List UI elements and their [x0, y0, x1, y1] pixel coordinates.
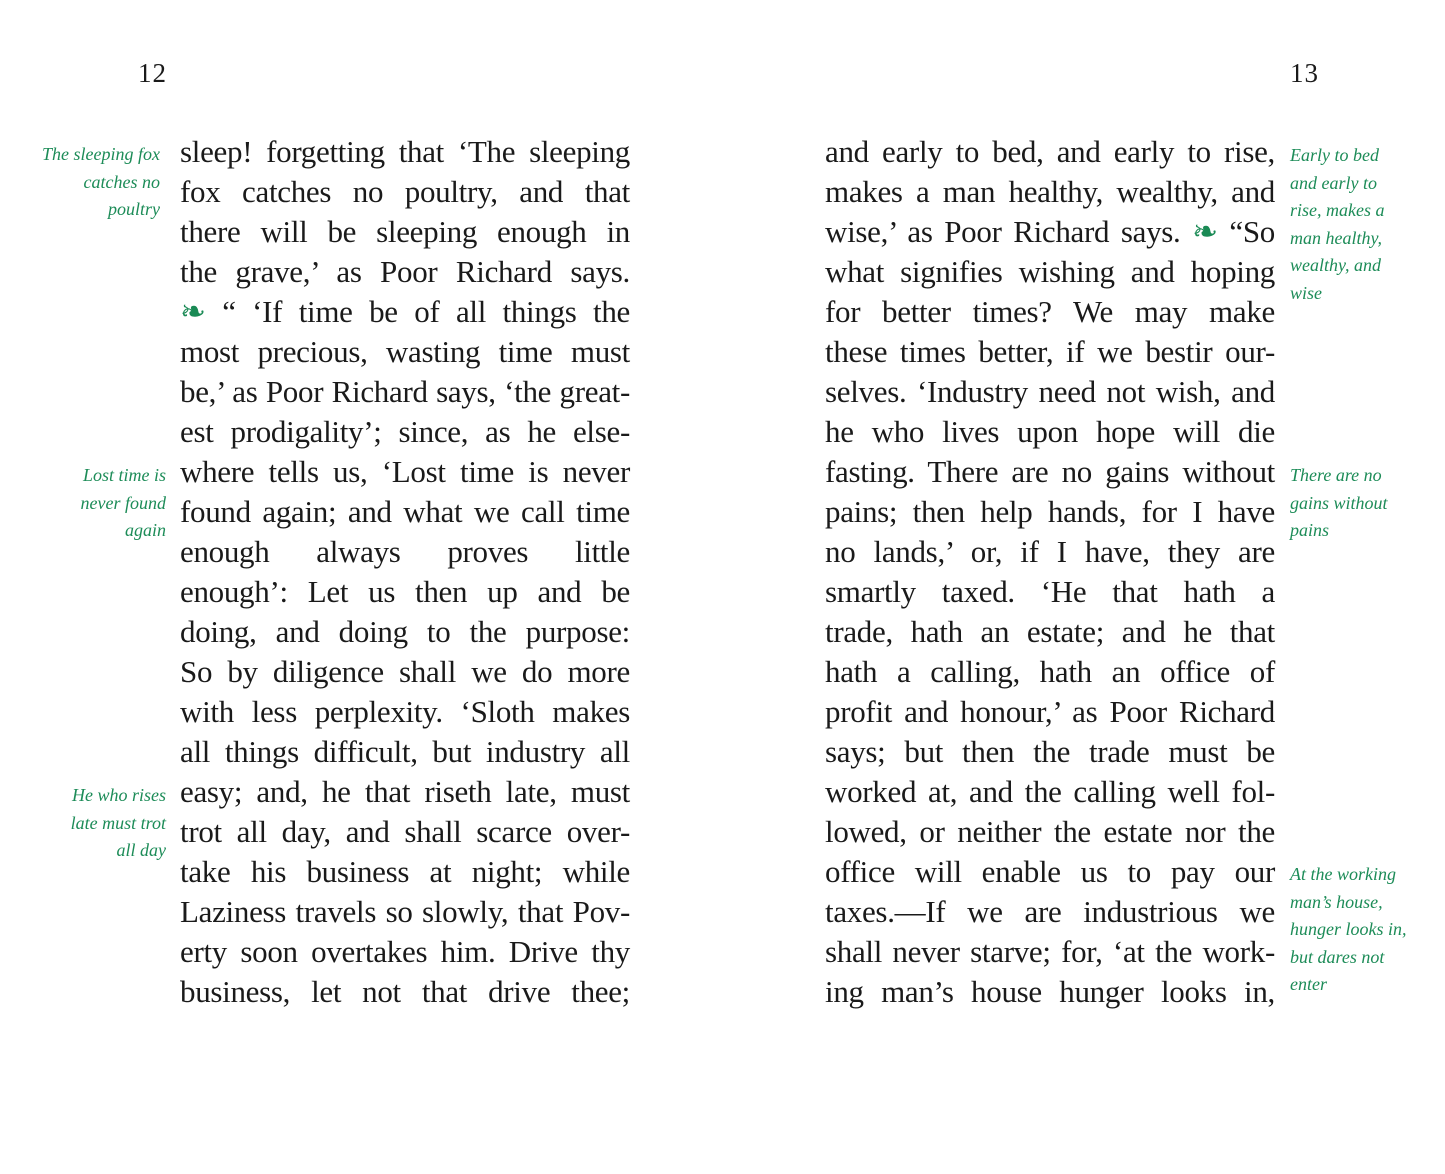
margin-note [10, 141, 160, 224]
text-line-fragment: “ ‘If time be of all things the [222, 294, 630, 329]
text-line: trade, hath an estate; and he that [825, 614, 1275, 649]
margin-note [1290, 142, 1430, 307]
text-line: fox catches no poultry, and that [180, 174, 630, 209]
text-line: office will enable us to pay our [825, 854, 1275, 889]
text-line: enough always proves little [180, 534, 630, 569]
text-line: with less perplexity. ‘Sloth makes [180, 694, 630, 729]
text-line: take his business at night; while [180, 854, 630, 889]
text-line: and early to bed, and early to rise, [825, 134, 1275, 169]
text-line: where tells us, ‘Lost time is never [180, 454, 630, 489]
margin-note [16, 462, 166, 545]
text-line: what signifies wishing and hoping [825, 254, 1275, 289]
text-line: trot all day, and shall scarce over- [180, 814, 630, 849]
note-line: pains [1290, 520, 1330, 540]
note-line: Lost time is [82, 465, 166, 485]
note-line: There are no [1290, 465, 1382, 485]
text-line: Laziness travels so slowly, that Pov- [180, 894, 630, 929]
right-page-body [825, 132, 1275, 1012]
text-line: So by diligence shall we do more [180, 654, 630, 689]
text-line: smartly taxed. ‘He that hath a [825, 574, 1275, 609]
page-number-left: 12 [138, 58, 167, 88]
note-line: poultry [108, 199, 160, 219]
note-line: man’s house, [1290, 891, 1383, 912]
text-line: doing, and doing to the purpose: [180, 614, 630, 649]
text-line: most precious, wasting time must [180, 334, 630, 369]
text-line: he who lives upon hope will die [825, 414, 1275, 449]
text-line: found again; and what we call time [180, 494, 630, 529]
note-line: but dares not [1290, 946, 1385, 967]
note-line: gains without [1290, 492, 1388, 513]
note-line: late must trot [70, 812, 166, 833]
text-line: business, let not that drive thee; [180, 974, 630, 1009]
text-line: pains; then help hands, for I have [825, 494, 1275, 529]
text-line: est prodigality’; since, as he else- [180, 414, 630, 449]
note-line: again [124, 520, 166, 540]
text-line: profit and honour,’ as Poor Richard [825, 694, 1275, 729]
text-line: the grave,’ as Poor Richard says. [180, 254, 630, 289]
text-line: ing man’s house hunger looks in, [825, 974, 1275, 1009]
text-line-fragment: “So [1229, 214, 1275, 249]
note-line: never found [80, 492, 166, 513]
note-line: enter [1290, 974, 1327, 994]
text-line: lowed, or neither the estate nor the [825, 814, 1275, 849]
text-line: sleep! forgetting that ‘The sleeping [180, 134, 630, 169]
note-line: and early to [1290, 172, 1377, 193]
text-line [180, 292, 630, 332]
text-line: there will be sleeping enough in [180, 214, 630, 249]
text-line: be,’ as Poor Richard says, ‘the great- [180, 374, 630, 409]
note-line: wise [1290, 282, 1323, 303]
note-line: wealthy, and [1290, 255, 1381, 275]
text-line: all things difficult, but industry all [180, 734, 630, 769]
text-line: fasting. There are no gains without [825, 454, 1275, 489]
text-line: makes a man healthy, wealthy, and [825, 174, 1275, 209]
note-line: hunger looks in, [1290, 919, 1407, 939]
note-line: catches no [83, 171, 160, 192]
margin-note [1290, 861, 1430, 999]
text-line: for better times? We may make [825, 294, 1275, 329]
text-line: shall never starve; for, ‘at the work- [825, 934, 1275, 969]
margin-note [16, 782, 166, 865]
text-line: easy; and, he that riseth late, must [180, 774, 630, 809]
note-line: At the working [1290, 864, 1396, 884]
text-line: enough’: Let us then up and be [180, 574, 630, 609]
left-page-body [180, 132, 630, 1012]
text-line: taxes.—If we are industrious we [825, 894, 1275, 929]
note-line: Early to bed [1290, 145, 1379, 165]
text-line: hath a calling, hath an office of [825, 654, 1275, 689]
text-line: these times better, if we bestir our- [825, 334, 1275, 369]
text-line: selves. ‘Industry need not wish, and [825, 374, 1275, 409]
text-line: no lands,’ or, if I have, they are [825, 534, 1275, 569]
note-line: He who rises [72, 785, 166, 805]
page-number-right: 13 [1290, 58, 1319, 88]
note-line: rise, makes a [1290, 200, 1385, 220]
fleuron-icon: ❧ [180, 294, 206, 329]
margin-note [1290, 462, 1430, 545]
note-line: all day [116, 840, 166, 860]
text-line: worked at, and the calling well fol- [825, 774, 1275, 809]
fleuron-icon: ❧ [1192, 214, 1218, 249]
text-line: erty soon overtakes him. Drive thy [180, 934, 630, 969]
text-line: says; but then the trade must be [825, 734, 1275, 769]
text-line-fragment: wise,’ as Poor Richard says. [825, 214, 1181, 249]
note-line: man healthy, [1290, 227, 1382, 248]
note-line: The sleeping fox [42, 144, 160, 164]
text-line [825, 212, 1275, 252]
